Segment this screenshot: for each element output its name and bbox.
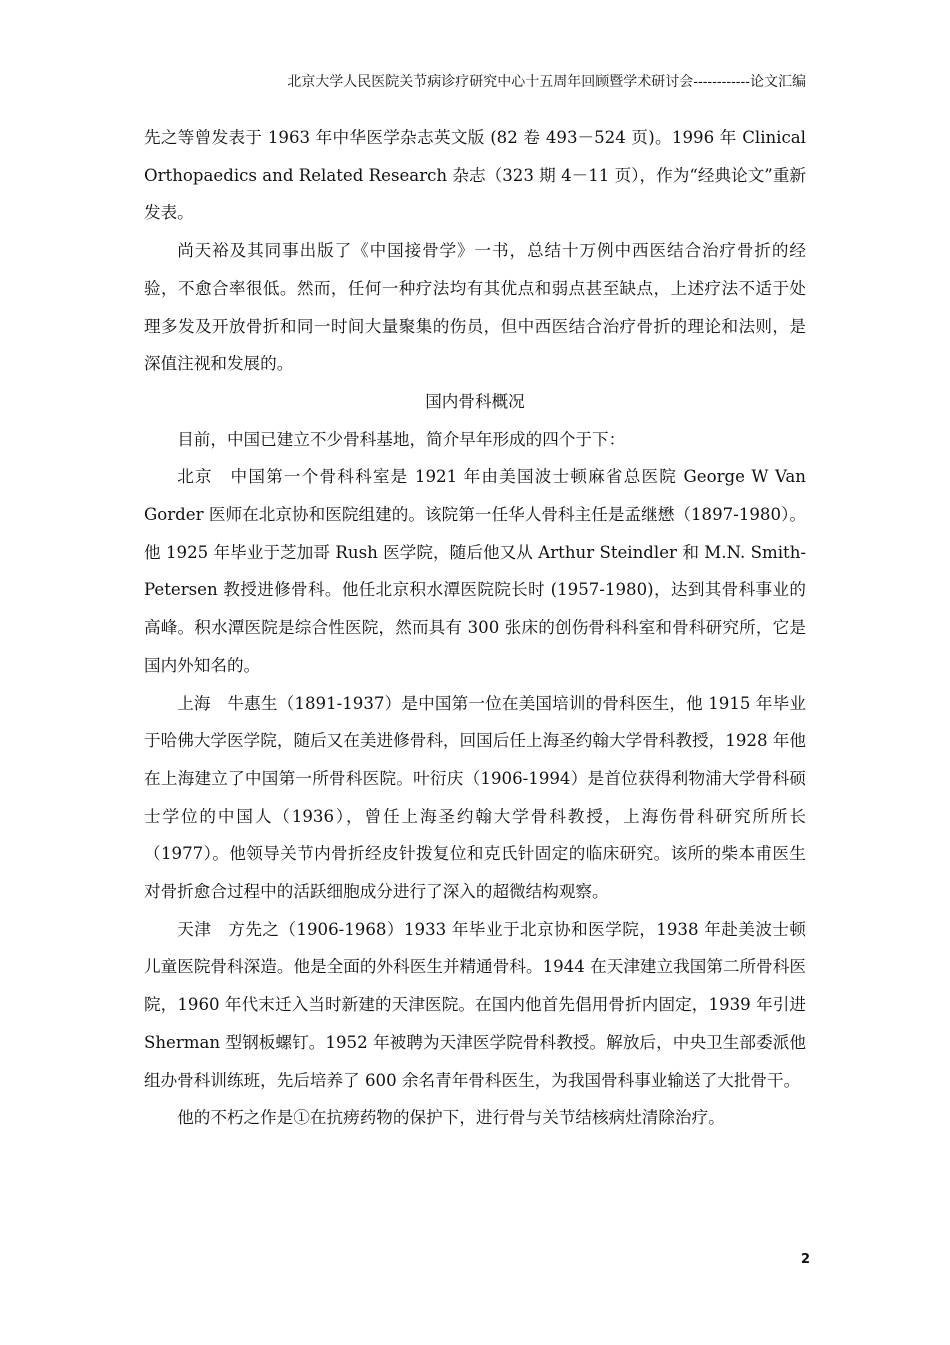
paragraph-beijing: 北京 中国第一个骨科科室是 1921 年由美国波士顿麻省总医院 George W Van Gorder 医师在北京协和医院组建的。该院第一任华人骨科主任是孟继懋（1897-1980）。他 1925 年毕业于芝加哥 Rush 医学院，随后他又从 Arthur Steindler 和 M.N. Smith-Petersen 教授进修骨科。他任北京积水潭医院院长时 (1957-1980)，达到其骨科事业的高峰。积水潭医院是综合性医院，然而具有 300 张床的创伤骨科科室和骨科研究所，它是国内外知名的。 xyxy=(144,467,806,675)
running-header: 北京大学人民医院关节病诊疗研究中心十五周年回顾暨学术研讨会------------论文汇编 xyxy=(287,74,806,90)
paragraph-legacy: 他的不朽之作是①在抗痨药物的保护下，进行骨与关节结核病灶清除治疗。 xyxy=(177,1108,725,1128)
paragraph-shanghai: 上海 牛惠生（1891-1937）是中国第一位在美国培训的骨科医生，他 1915 年毕业于哈佛大学医学院，随后又在美进修骨科，回国后任上海圣约翰大学骨科教授，1928 年他在上海建立了中国第一所骨科医院。叶衍庆（1906-1994）是首位获得利物浦大学骨科硕士学位的中国人（1936），曾任上海圣约翰大学骨科教授，上海伤骨科研究所所长（1977）。他领导关节内骨折经皮针拨复位和克氏针固定的临床研究。该所的柴本甫医生对骨折愈合过程中的活跃细胞成分进行了深入的超微结构观察。 xyxy=(144,693,806,902)
paragraph-tianjin: 天津 方先之（1906-1968）1933 年毕业于北京协和医学院，1938 年赴美波士顿儿童医院骨科深造。他是全面的外科医生并精通骨科。1944 在天津建立我国第二所骨科医院，1960 年代末迁入当时新建的天津医院。在国内他首先倡用骨折内固定，1939 年引进 Sherman 型钢板螺钉。1952 年被聘为天津医学院骨科教授。解放后，中央卫生部委派他组办骨科训练班，先后培养了 600 余名青年骨科医生，为我国骨科事业输送了大批骨干。 xyxy=(144,919,806,1090)
paragraph-continuation: 先之等曾发表于 1963 年中华医学杂志英文版 (82 卷 493－524 页)。1996 年 Clinical Orthopaedics and Related Research 杂志（323 期 4－11 页），作为“经典论文”重新发表。 xyxy=(144,128,806,223)
paragraph-bone-setting: 尚天裕及其同事出版了《中国接骨学》一书，总结十万例中西医结合治疗骨折的经验，不愈合率很低。然而，任何一种疗法均有其优点和弱点甚至缺点，上述疗法不适于处理多发及开放骨折和同一时间大量聚集的伤员，但中西医结合治疗骨折的理论和法则，是深值注视和发展的。 xyxy=(144,241,806,374)
paragraph-intro: 目前，中国已建立不少骨科基地，简介早年形成的四个于下： xyxy=(177,429,626,449)
page-number: 2 xyxy=(800,1252,810,1267)
body-text xyxy=(144,119,806,1137)
section-title: 国内骨科概况 xyxy=(425,391,525,411)
